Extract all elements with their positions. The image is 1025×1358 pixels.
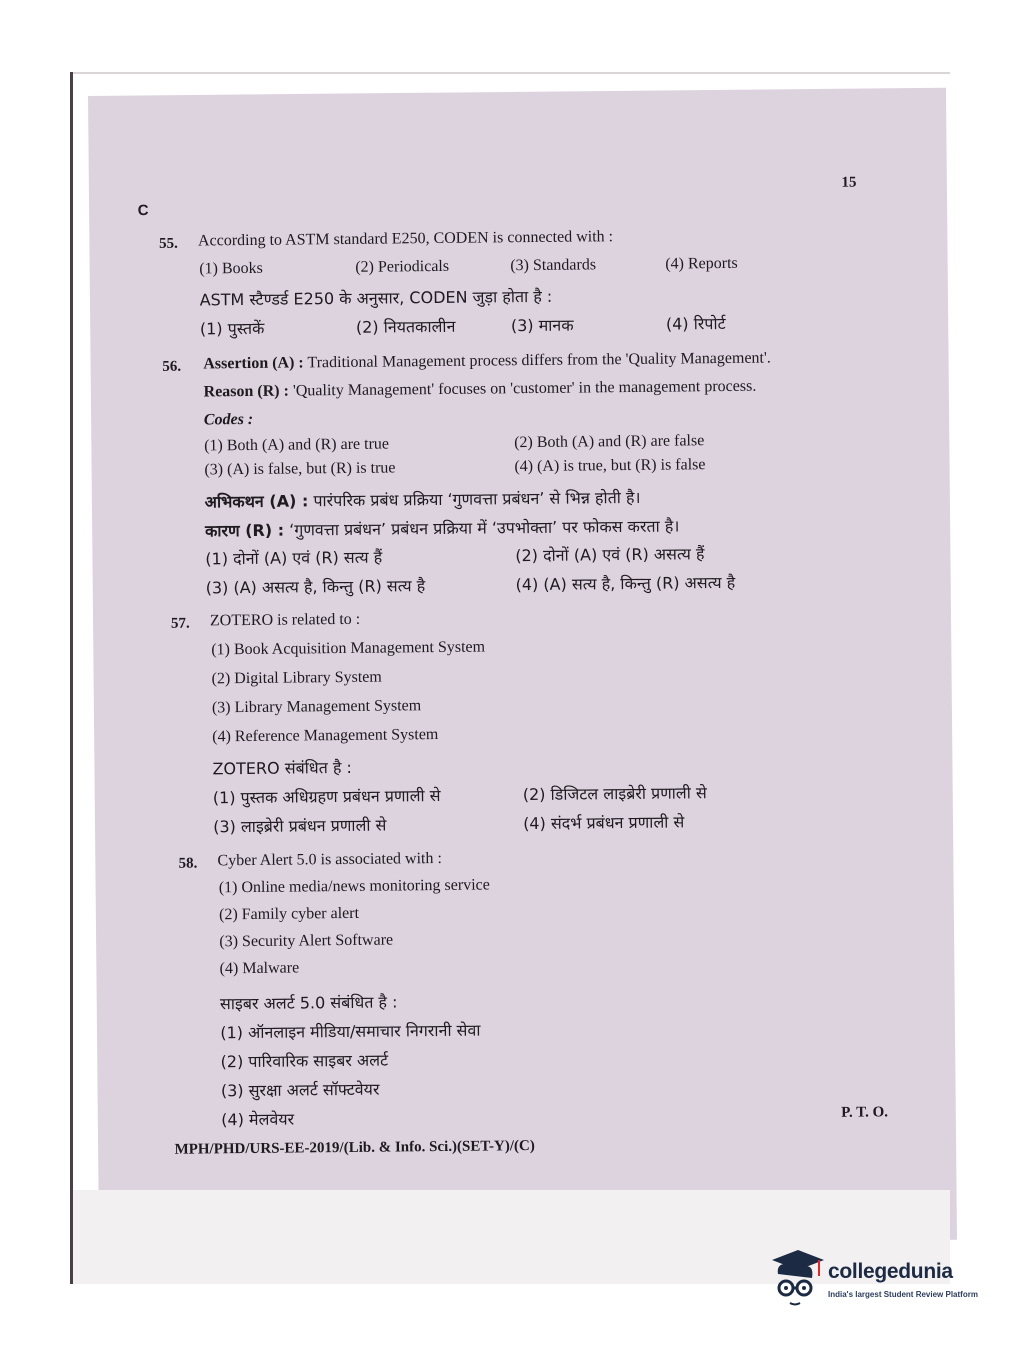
option: (1) Books [199, 259, 263, 278]
option: (3) (A) is false, but (R) is true [204, 459, 396, 479]
option: (1) ऑनलाइन मीडिया/समाचार निगरानी सेवा [220, 1020, 481, 1043]
option: (2) Digital Library System [211, 668, 382, 688]
assertion [203, 350, 771, 374]
option: (2) डिजिटल लाइब्रेरी प्रणाली से [522, 783, 707, 805]
option: (4) (A) is true, but (R) is false [514, 456, 706, 476]
option: (3) Standards [510, 256, 597, 275]
reason-hindi [205, 514, 680, 541]
assertion-text-hindi: पारंपरिक प्रबंध प्रक्रिया ‘गुणवत्ता प्रबंधन’ से भिन्न होती है। [313, 487, 641, 511]
option: (3) Security Alert Software [219, 931, 394, 951]
page-number: 15 [841, 174, 857, 191]
question-text-hindi: ASTM स्टैण्डर्ड E250 के अनुसार, CODEN जुड़ा होता है : [199, 286, 553, 310]
option: (1) Online media/news monitoring service [218, 876, 490, 897]
question-number: 55. [158, 235, 178, 252]
footer-code: MPH/PHD/URS-EE-2019/(Lib. & Info. Sci.)(SET-Y)/(C) [174, 1138, 535, 1158]
assertion-label-hindi: अभिकथन (A) : [204, 491, 309, 512]
option: (3) सुरक्षा अलर्ट सॉफ्टवेयर [220, 1079, 380, 1101]
option: (4) मेलवेयर [221, 1109, 295, 1130]
option: (4) रिपोर्ट [665, 313, 726, 334]
option: (2) दोनों (A) एवं (R) असत्य हैं [515, 544, 705, 566]
assertion-hindi [205, 486, 641, 513]
brand-tagline: India's largest Student Review Platform [828, 1290, 978, 1299]
reason [204, 378, 757, 402]
set-code: C [137, 202, 149, 220]
assertion-text: Traditional Management process differs from the 'Quality Management'. [307, 349, 771, 372]
option: (1) Both (A) and (R) are true [204, 435, 390, 455]
question-text-hindi: ZOTERO संबंधित है : [212, 757, 352, 779]
option: (2) नियतकालीन [355, 316, 456, 337]
option: (4) संदर्भ प्रबंधन प्रणाली से [523, 812, 685, 834]
option: (4) Reference Management System [212, 726, 439, 746]
option: (4) Reports [665, 254, 738, 273]
option: (4) (A) सत्य है, किन्तु (R) असत्य है [515, 572, 736, 595]
question-number: 58. [178, 855, 198, 872]
option: (3) (A) असत्य है, किन्तु (R) सत्य है [205, 576, 426, 598]
brand-name: collegedunia [828, 1260, 953, 1283]
option: (3) मानक [510, 315, 574, 336]
reason-text-hindi: ‘गुणवत्ता प्रबंधन’ प्रबंधन प्रक्रिया में ‘उपभोक्ता’ पर फोकस करता है। [289, 516, 680, 540]
question-text: ZOTERO is related to : [209, 610, 361, 630]
option: (2) पारिवारिक साइबर अलर्ट [220, 1050, 389, 1072]
option: (1) Book Acquisition Management System [211, 638, 486, 659]
reason-text: 'Quality Management' focuses on 'customer' in the management process. [292, 377, 757, 400]
option: (2) Periodicals [355, 257, 450, 276]
option: (1) पुस्तकें [199, 318, 265, 339]
question-number: 57. [170, 615, 190, 632]
option: (2) Family cyber alert [218, 904, 360, 924]
option: (3) Library Management System [211, 697, 422, 717]
question-text-hindi: साइबर अलर्ट 5.0 संबंधित है : [219, 992, 398, 1014]
reason-label: Reason (R) : [203, 382, 290, 401]
question-text: According to ASTM standard E250, CODEN is connected with : [197, 228, 614, 250]
codes-label: Codes : [203, 410, 254, 429]
option: (4) Malware [219, 959, 300, 978]
pto-label: P. T. O. [841, 1104, 889, 1121]
reason-label-hindi: कारण (R) : [204, 520, 285, 541]
option: (1) पुस्तक अधिग्रहण प्रबंधन प्रणाली से [212, 785, 441, 808]
collegedunia-logo [768, 1248, 998, 1314]
question-text: Cyber Alert 5.0 is associated with : [217, 849, 442, 870]
option: (1) दोनों (A) एवं (R) सत्य हैं [205, 547, 383, 569]
option: (3) लाइब्रेरी प्रबंधन प्रणाली से [213, 815, 387, 837]
question-number: 56. [162, 358, 182, 375]
student-mascot-icon [768, 1248, 826, 1314]
option: (2) Both (A) and (R) are false [514, 432, 705, 452]
assertion-label: Assertion (A) : [203, 354, 304, 373]
